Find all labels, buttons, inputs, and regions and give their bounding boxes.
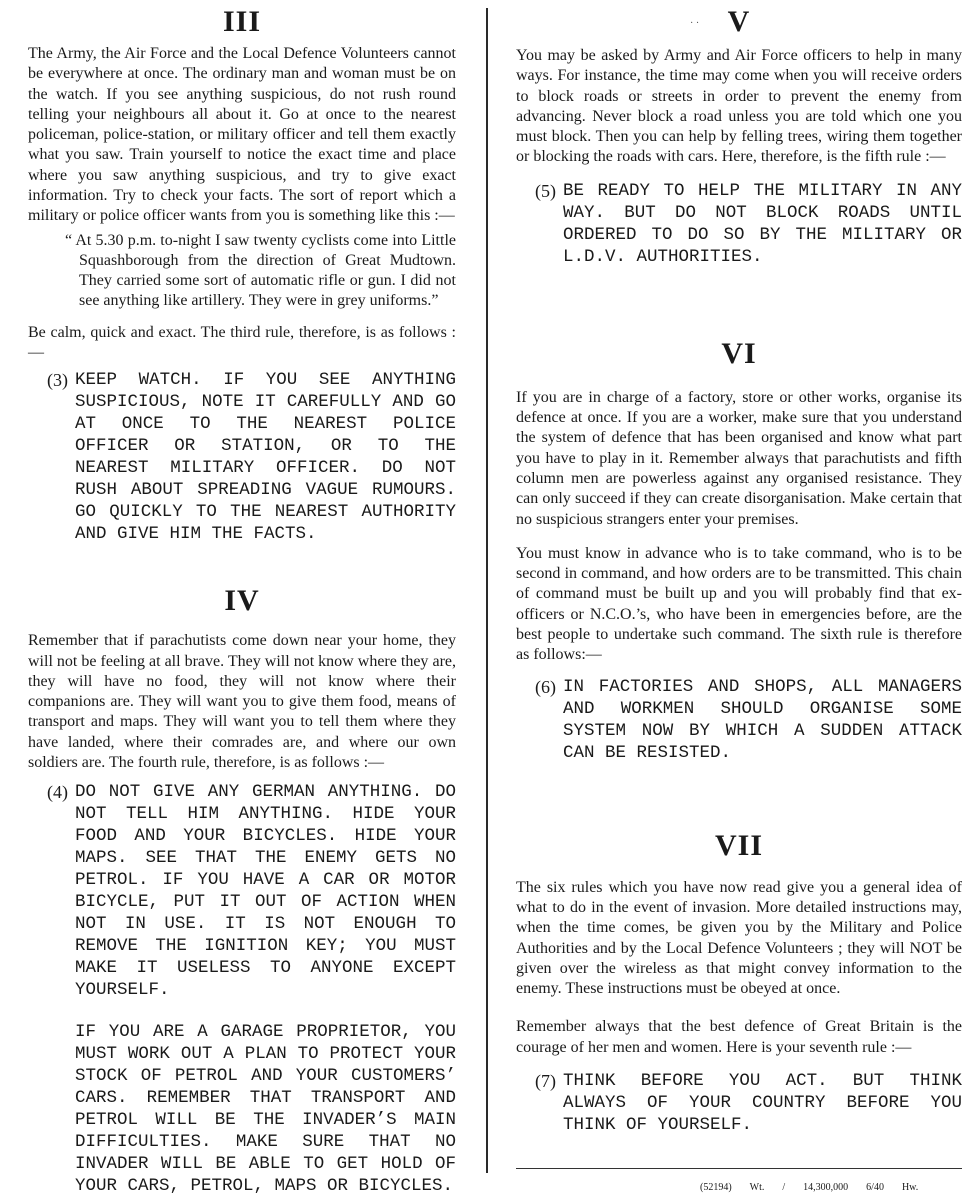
rule-5-text: BE READY TO HELP THE MILITARY IN ANY WAY. BUT DO NOT BLOCK ROADS UNTIL ORDERED TO DO SO BY THE MILITARY OR L.D.V. AUTHORITIES. bbox=[563, 180, 962, 267]
column-divider bbox=[486, 8, 488, 1173]
imprint-slash: / bbox=[782, 1182, 786, 1193]
section-vi-paragraph-1: If you are in charge of a factory, store or other works, organise its defence at once. If you are a worker, make sure that you understand the system of defence that has been organised and know what part you have to play in it. Remember always that parachutists and fifth column men are powerless against any organised resistance. They can only succeed if they can create disorganisation. Make certain that no suspicious strangers enter your premises. bbox=[516, 388, 962, 528]
rule-3-number: (3) bbox=[47, 370, 68, 391]
printer-imprint bbox=[700, 1182, 936, 1193]
section-title-iii: III bbox=[222, 5, 262, 38]
section-title-v: V bbox=[727, 5, 751, 38]
rule-5-number: (5) bbox=[535, 180, 556, 201]
imprint-code: (52194) bbox=[700, 1182, 732, 1193]
imprint-date: 6/40 bbox=[866, 1182, 884, 1193]
rule-4-number: (4) bbox=[47, 782, 68, 803]
section-vi-paragraph-2: You must know in advance who is to take command, who is to be second in command, and how orders are to be transmitted. This chain of command must be built up and you will probably find that ex-officers or N.C.O.’s, who have been in emergencies before, are the best people to undertake such command. The sixth rule is therefore as follows:— bbox=[516, 544, 962, 664]
section-vii-paragraph-1: The six rules which you have now read give you a general idea of what to do in the event of invasion. More detailed instructions may, when the time comes, be given you by the Military and Police Authorities and by the Local Defence Volunteers ; they will NOT be given over the wireless as that might convey information to the enemy. These instructions must be obeyed at once. bbox=[516, 878, 962, 998]
section-iii-paragraph-2: Be calm, quick and exact. The third rule, therefore, is as follows :— bbox=[28, 323, 456, 361]
rule-6-number: (6) bbox=[535, 676, 556, 697]
rule-5 bbox=[516, 180, 962, 268]
imprint-printer: Hw. bbox=[901, 1182, 919, 1193]
example-report-quote: “ At 5.30 p.m. to-night I saw twenty cyclists come into Little Squashborough from the direction of Great Mudtown. They carried some sort of automatic rifle or gun. I did not see anything like artillery. They were in grey uniforms.” bbox=[65, 231, 456, 309]
imprint-quantity: 14,300,000 bbox=[803, 1182, 849, 1193]
rule-3-text: KEEP WATCH. IF YOU SEE ANYTHING SUSPICIOUS, NOTE IT CAREFULLY AND GO AT ONCE TO THE NEAREST POLICE OFFICER OR STATION, OR TO THE NEAREST MILITARY OFFICER. DO NOT RUSH ABOUT SPREADING VAGUE RUMOURS. GO QUICKLY TO THE NEAREST AUTHORITY AND GIVE HIM THE FACTS. bbox=[75, 370, 456, 545]
rule-6-text: IN FACTORIES AND SHOPS, ALL MANAGERS AND WORKMEN SHOULD ORGANISE SOME SYSTEM NOW BY WHICH A SUDDEN ATTACK CAN BE RESISTED. bbox=[563, 676, 962, 763]
print-speck: · · bbox=[690, 18, 700, 29]
footer-rule bbox=[516, 1168, 962, 1169]
rule-3 bbox=[28, 369, 456, 545]
rule-7-number: (7) bbox=[535, 1071, 556, 1092]
rule-4-text: DO NOT GIVE ANY GERMAN ANYTHING. DO NOT TELL HIM ANYTHING. HIDE YOUR FOOD AND YOUR BICYCLES. HIDE YOUR MAPS. SEE THAT THE ENEMY GETS NO PETROL. IF YOU HAVE A CAR OR MOTOR BICYCLE, PUT IT OUT OF ACTION WHEN NOT IN USE. IT IS NOT ENOUGH TO REMOVE THE IGNITION KEY; YOU MUST MAKE IT USELESS TO ANYONE EXCEPT YOURSELF. bbox=[75, 782, 456, 1001]
rule-4-continuation: IF YOU ARE A GARAGE PROPRIETOR, YOU MUST WORK OUT A PLAN TO PROTECT YOUR STOCK OF PETROL AND YOUR CUSTOMERS’ CARS. REMEMBER THAT TRANSPORT AND PETROL WILL BE THE INVADER’S MAIN DIFFICULTIES. MAKE SURE THAT NO INVADER WILL BE ABLE TO GET HOLD OF YOUR CARS, PETROL, MAPS OR BICYCLES. bbox=[75, 1022, 456, 1197]
rule-4 bbox=[28, 781, 456, 1001]
section-vii-paragraph-2: Remember always that the best defence of Great Britain is the courage of her men and women. Here is your seventh rule :— bbox=[516, 1018, 962, 1056]
section-iii-paragraph-1: The Army, the Air Force and the Local Defence Volunteers cannot be everywhere at once. The ordinary man and woman must be on the watch. If you see anything suspicious, do not rush round telling your neighbours all about it. Go at once to the nearest policeman, police-station, or military officer and tell them exactly what you saw. Train yourself to notice the exact time and place where you saw anything suspicious, and try to give exact information. Try to check your facts. The sort of report which a military or police officer wants from you is something like this :— bbox=[28, 45, 456, 225]
rule-7-text: THINK BEFORE YOU ACT. BUT THINK ALWAYS OF YOUR COUNTRY BEFORE YOU THINK OF YOURSELF. bbox=[563, 1071, 962, 1136]
section-title-vii: VII bbox=[714, 828, 763, 862]
section-title-vi: VI bbox=[721, 336, 757, 370]
section-iv-paragraph-1: Remember that if parachutists come down near your home, they will not be feeling at all brave. They will not know where they are, they will have no food, they will not know where their companions are. They will want you to give them food, means of transport and maps. They will want you to tell them where they have landed, where their comrades are, and where our own soldiers are. The fourth rule, therefore, is as follows :— bbox=[28, 632, 456, 772]
rule-6 bbox=[516, 676, 962, 764]
section-title-iv: IV bbox=[224, 584, 260, 618]
section-v-paragraph-1: You may be asked by Army and Air Force officers to help in many ways. For instance, the time may come when you will receive orders to block roads or streets in order to prevent the enemy from advancing. Never block a road unless you are told which one you must block. Then you can help by felling trees, wiring them together or blocking the roads with cars. Here, therefore, is the fifth rule :— bbox=[516, 47, 962, 166]
imprint-wt: Wt. bbox=[749, 1182, 765, 1193]
left-column bbox=[28, 0, 456, 1197]
rule-7 bbox=[516, 1070, 962, 1136]
right-column bbox=[516, 0, 962, 1136]
